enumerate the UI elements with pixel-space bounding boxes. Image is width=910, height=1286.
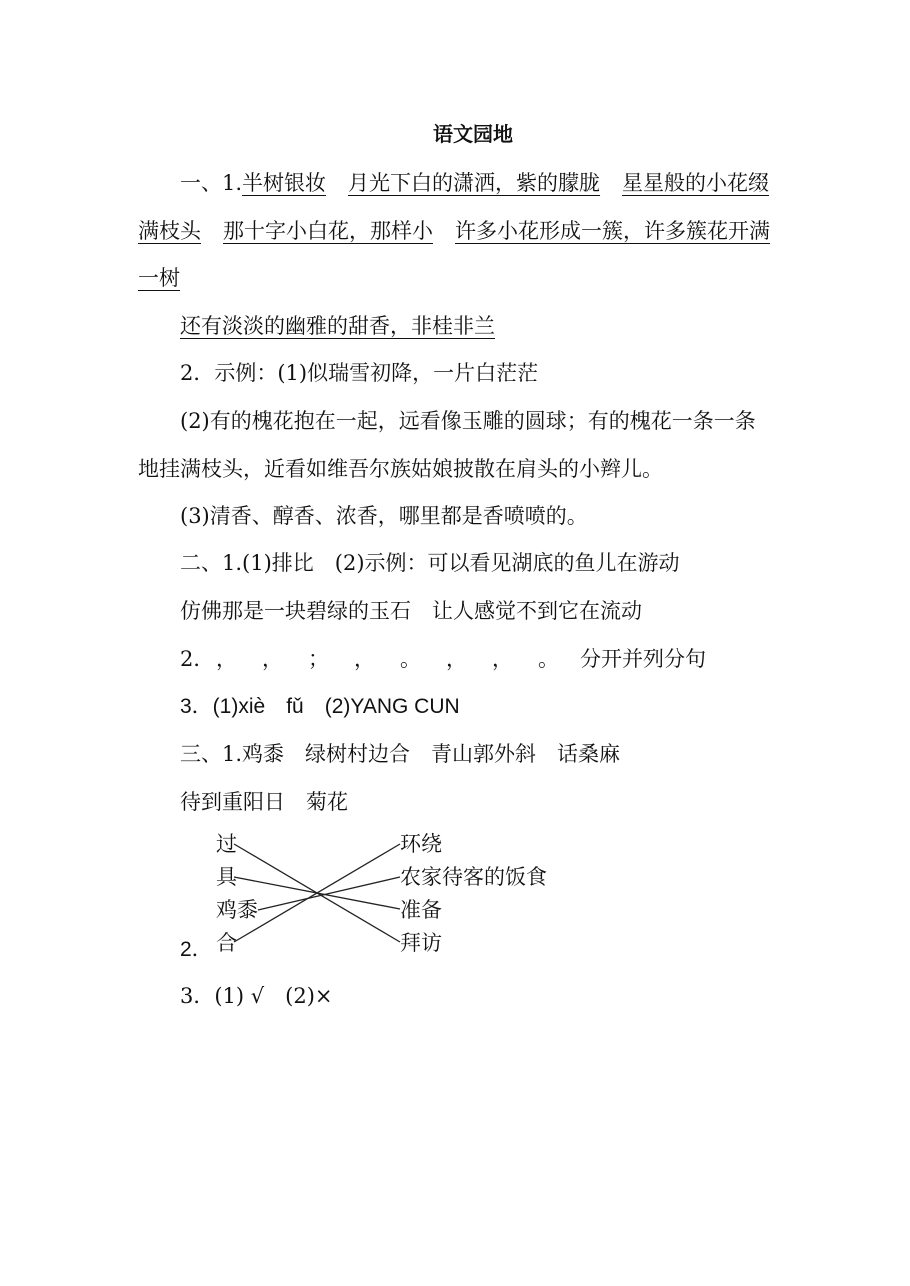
- s3-q1-line1: 三、1.鸡黍 绿树村边合 青山郭外斜 话桑麻: [180, 742, 621, 766]
- s1-q1-answer-c2: 满枝头: [138, 219, 201, 243]
- s2-q2-mark: 。: [400, 647, 421, 671]
- left-word: 合: [216, 931, 237, 955]
- s1-q2-line3: 地挂满枝头，近看如维吾尔族姑娘披散在肩头的小辫儿。: [138, 457, 663, 481]
- s1-q1-answer-f: 还有淡淡的幽雅的甜香，非桂非兰: [180, 314, 495, 338]
- s2-q2-answer: 分开并列分句: [580, 647, 706, 671]
- s2-q2-prefix: 2．: [180, 647, 215, 671]
- right-word: 农家待客的饭食: [400, 865, 547, 889]
- s3-q3-line: 3．(1) √ (2)×: [180, 984, 333, 1008]
- right-word: 准备: [400, 898, 442, 922]
- s1-q1-answer-c1: 星星般的小花缀: [622, 171, 770, 195]
- s1-q1-answer-d: 那十字小白花，那样小: [223, 219, 433, 243]
- s2-q1-line2: 仿佛那是一块碧绿的玉石 让人感觉不到它在流动: [180, 599, 642, 623]
- s2-q2-mark: ；: [308, 647, 329, 671]
- s2-q2-mark: ，: [262, 647, 283, 671]
- s2-q2-mark: 。: [538, 647, 559, 671]
- s1-q1-line4: [180, 312, 495, 340]
- s1-q1-answer-b: 月光下白的潇洒，紫的朦胧: [348, 171, 601, 195]
- s2-q2-mark: ，: [354, 647, 375, 671]
- page-title: 语文园地: [433, 122, 513, 146]
- matching-lines: [210, 826, 570, 966]
- s2-q2-mark: ，: [216, 647, 237, 671]
- s3-q1-line2: 待到重阳日 菊花: [180, 790, 348, 814]
- s1-q2-line1: 2．示例：(1)似瑞雪初降，一片白茫茫: [180, 361, 539, 385]
- s1-q2-line2: (2)有的槐花抱在一起，远看像玉雕的圆球；有的槐花一条一条: [180, 409, 756, 433]
- s1-q2-line4: (3)清香、醇香、浓香，哪里都是香喷喷的。: [180, 504, 588, 528]
- s1-q1-prefix: 一、1.: [180, 171, 243, 195]
- matching-diagram: [210, 826, 570, 966]
- s2-q2-mark: ，: [446, 647, 467, 671]
- s1-q1-answer-e1: 许多小花形成一簇，许多簇花开满: [455, 219, 770, 243]
- s1-q1-line2: [138, 217, 770, 245]
- right-word: 拜访: [400, 931, 442, 955]
- s2-q2-line: [180, 645, 706, 673]
- s1-q1-line1: [180, 169, 769, 197]
- s2-q2-mark: ，: [492, 647, 513, 671]
- s1-q1-answer-a: 半树银妆: [242, 171, 327, 195]
- s3-q2-label: 2．: [180, 938, 213, 961]
- left-word: 具: [216, 865, 237, 889]
- left-word: 过: [216, 832, 237, 856]
- s2-q3-line: 3．(1)xiè fǔ (2)YANG CUN: [180, 695, 460, 718]
- s1-q1-line3: [138, 264, 180, 292]
- s1-q1-answer-e2: 一树: [138, 266, 180, 290]
- right-word: 环绕: [400, 832, 442, 856]
- s2-q1-line1: 二、1.(1)排比 (2)示例：可以看见湖底的鱼儿在游动: [180, 551, 680, 575]
- left-word: 鸡黍: [216, 898, 258, 922]
